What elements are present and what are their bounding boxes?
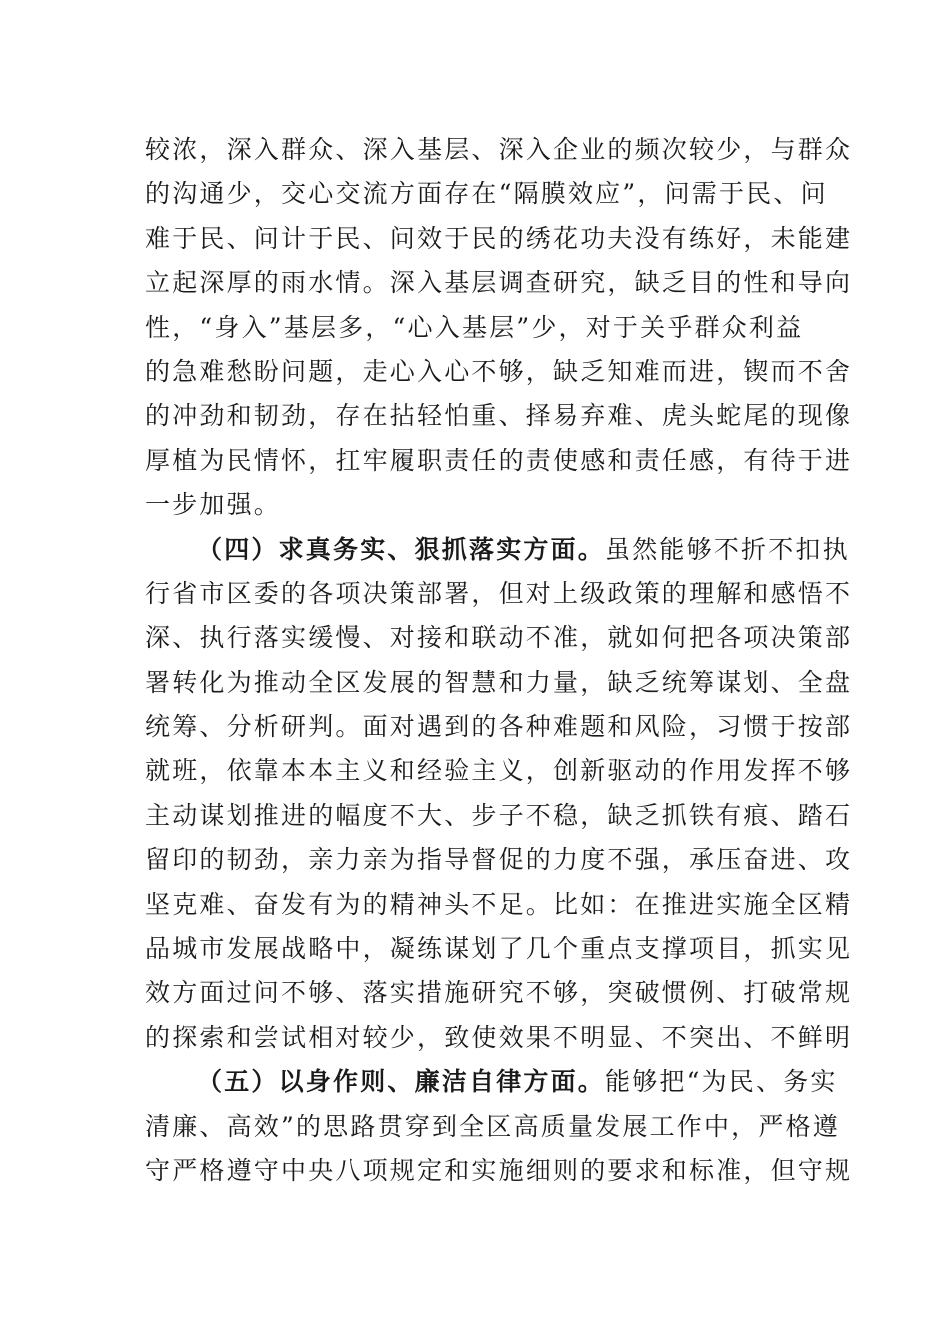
body-line: 难于民、问计于民、问效于民的绣花功夫没有练好，未能建 — [145, 223, 853, 253]
section-5-first-line — [145, 1060, 838, 1104]
section-4-line: 统筹、分析研判。面对遇到的各种难题和风险，习惯于按部 — [145, 712, 853, 742]
section-4-first-line-text: 虽然能够不折不扣执 — [605, 534, 850, 564]
section-4-line: 留印的韧劲，亲力亲为指导督促的力度不强，承压奋进、攻 — [145, 845, 853, 875]
section-5-heading: （五）以身作则、廉洁自律方面。 — [197, 1067, 606, 1097]
section-4-line: 行省市区委的各项决策部署，但对上级政策的理解和感悟不 — [145, 578, 853, 608]
body-line: 的冲劲和韧劲，存在拈轻怕重、择易弃难、虎头蛇尾的现像 — [145, 401, 853, 431]
section-5-line: 守严格遵守中央八项规定和实施细则的要求和标准，但守规 — [145, 1155, 853, 1185]
body-line: 立起深厚的雨水情。深入基层调查研究，缺乏目的性和导向 — [145, 268, 853, 298]
section-4-first-line — [145, 528, 850, 572]
section-5-line: 清廉、高效”的思路贯穿到全区高质量发展工作中，严格遵 — [145, 1111, 840, 1141]
body-line: 性，“身入”基层多，“心入基层”少，对于关乎群众利益 — [145, 312, 804, 342]
body-line: 一步加强。 — [145, 490, 282, 520]
section-5-first-line-text: 能够把“为民、务实 — [605, 1067, 838, 1097]
section-4-line: 深、执行落实缓慢、对接和联动不准，就如何把各项决策部 — [145, 623, 853, 653]
section-4-line: 署转化为推动全区发展的智慧和力量，缺乏统筹谋划、全盘 — [145, 667, 853, 697]
body-line: 的沟通少，交心交流方面存在“隔膜效应”，问需于民、问 — [145, 179, 828, 209]
section-4-line: 坚克难、奋发有为的精神头不足。比如：在推进实施全区精 — [145, 889, 853, 919]
section-4-line: 品城市发展战略中，凝练谋划了几个重点支撑项目，抓实见 — [145, 934, 853, 964]
section-4-heading: （四）求真务实、狠抓落实方面。 — [197, 534, 606, 564]
section-4-line: 效方面过问不够、落实措施研究不够，突破惯例、打破常规 — [145, 978, 853, 1008]
section-4-line: 就班，依靠本本主义和经验主义，创新驱动的作用发挥不够 — [145, 756, 853, 786]
document-body — [145, 128, 853, 1193]
body-line: 较浓，深入群众、深入基层、深入企业的频次较少，与群众 — [145, 135, 853, 164]
body-line: 的急难愁盼问题，走心入心不够，缺乏知难而进，锲而不舍 — [145, 356, 853, 386]
section-4-line: 的探索和尝试相对较少，致使效果不明显、不突出、不鲜明 — [145, 1022, 853, 1052]
section-4-line: 主动谋划推进的幅度不大、步子不稳，缺乏抓铁有痕、踏石 — [145, 800, 853, 830]
body-line: 厚植为民情怀，扛牢履职责任的责使感和责任感，有待于进 — [145, 445, 853, 475]
